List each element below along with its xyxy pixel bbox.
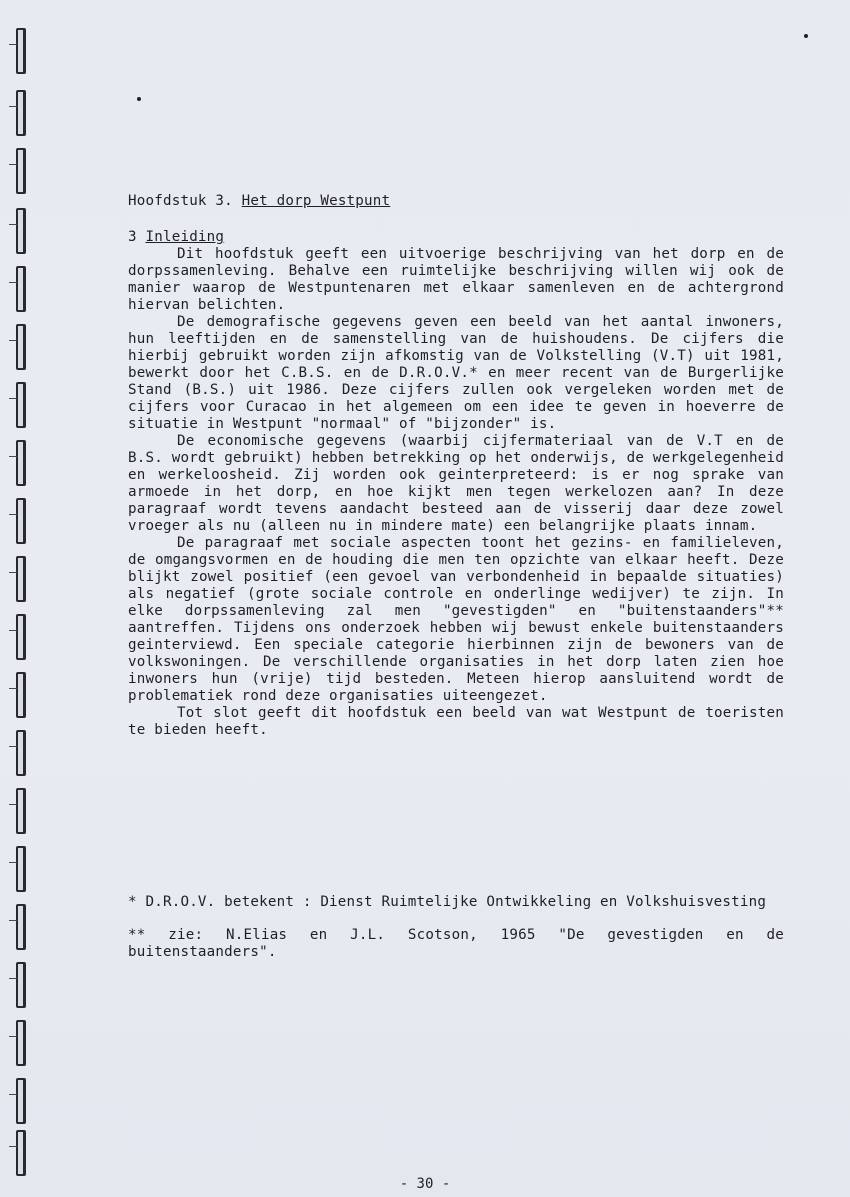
binding-ring bbox=[16, 382, 26, 428]
paragraph: Dit hoofdstuk geeft een uitvoerige beschrijving van het dorp en de dorpssamenleving. Behalve een ruimtelijke beschrijving willen wij ook de manier waarop de Westpuntenaren met elkaar samenleven en de achtergrond hiervan belichten. bbox=[128, 246, 784, 313]
binding-ring bbox=[16, 962, 26, 1008]
binding-ring bbox=[16, 324, 26, 370]
binding-ring bbox=[16, 266, 26, 312]
chapter-prefix: Hoofdstuk 3. bbox=[128, 193, 242, 209]
binding-ring bbox=[16, 672, 26, 718]
ink-speck bbox=[804, 34, 808, 38]
paragraph: De paragraaf met sociale aspecten toont het gezins- en familieleven, de omgangsvormen en de houding die men ten opzichte van elkaar heeft. Deze blijkt zowel positief (een gevoel van verbondenheid in bepaalde situaties) als negatief (grote sociale controle en onderlinge wedijver) te zijn. In elke dorpssamenleving zal men "gevestigden" en "buitenstaanders"** aantreffen. Tijdens ons onderzoek hebben wij bewust enkele buitenstaanders geinterviewd. Een speciale categorie hierbinnen zijn de bewoners van de volkswoningen. De verschillende organisaties in het dorp laten zien hoe inwoners hun (vrije) tijd besteden. Meteen hierop aansluitend wordt de problematiek rond deze organisaties uiteengezet. bbox=[128, 535, 784, 704]
main-text bbox=[128, 193, 784, 739]
page-number: - 30 - bbox=[399, 1176, 451, 1192]
binding-ring bbox=[16, 846, 26, 892]
binding-ring bbox=[16, 1130, 26, 1176]
binding-ring bbox=[16, 788, 26, 834]
binding-ring bbox=[16, 556, 26, 602]
binding-ring bbox=[16, 148, 26, 194]
binding-ring bbox=[16, 90, 26, 136]
binding-ring bbox=[16, 904, 26, 950]
chapter-heading bbox=[128, 193, 784, 210]
binding-ring bbox=[16, 614, 26, 660]
paragraph: De economische gegevens (waarbij cijfermateriaal van de V.T en de B.S. wordt gebruikt) hebben betrekking op het onderwijs, de werkgelegenheid en werkeloosheid. Zij worden ook geinterpreteerd: is er nog sprake van armoede in het dorp, en hoe kijkt men tegen werkelozen aan? In deze paragraaf wordt tevens aandacht besteed aan de visserij daar deze zowel vroeger als nu (alleen nu in mindere mate) een belangrijke plaats innam. bbox=[128, 433, 784, 534]
binding-ring bbox=[16, 730, 26, 776]
section-heading bbox=[128, 229, 784, 246]
spiral-binding bbox=[8, 20, 34, 1170]
paragraph: Tot slot geeft dit hoofdstuk een beeld van wat Westpunt de toeristen te bieden heeft. bbox=[128, 705, 784, 738]
binding-ring bbox=[16, 498, 26, 544]
section-number: 3 bbox=[128, 229, 146, 245]
footnote: * D.R.O.V. betekent : Dienst Ruimtelijke Ontwikkeling en Volkshuisvesting bbox=[128, 894, 767, 910]
footnotes bbox=[128, 894, 784, 977]
binding-ring bbox=[16, 1020, 26, 1066]
binding-ring bbox=[16, 28, 26, 74]
binding-ring bbox=[16, 440, 26, 486]
binding-ring bbox=[16, 208, 26, 254]
binding-ring bbox=[16, 1078, 26, 1124]
ink-speck bbox=[137, 97, 141, 101]
footnote: ** zie: N.Elias en J.L. Scotson, 1965 "De gevestigden en de buitenstaanders". bbox=[128, 927, 784, 960]
section-title: Inleiding bbox=[145, 229, 225, 245]
paragraph: De demografische gegevens geven een beeld van het aantal inwoners, hun leeftijden en de samenstelling van de huishoudens. De cijfers die hierbij gebruikt worden zijn afkomstig van de Volkstelling (V.T) uit 1981, bewerkt door het C.B.S. en de D.R.O.V.* en meer recent van de Burgerlijke Stand (B.S.) uit 1986. Deze cijfers zullen ook vergeleken worden met de cijfers voor Curacao in het algemeen om een idee te geven in hoeverre de situatie in Westpunt "normaal" of "bijzonder" is. bbox=[128, 314, 784, 432]
chapter-title: Het dorp Westpunt bbox=[241, 193, 391, 209]
